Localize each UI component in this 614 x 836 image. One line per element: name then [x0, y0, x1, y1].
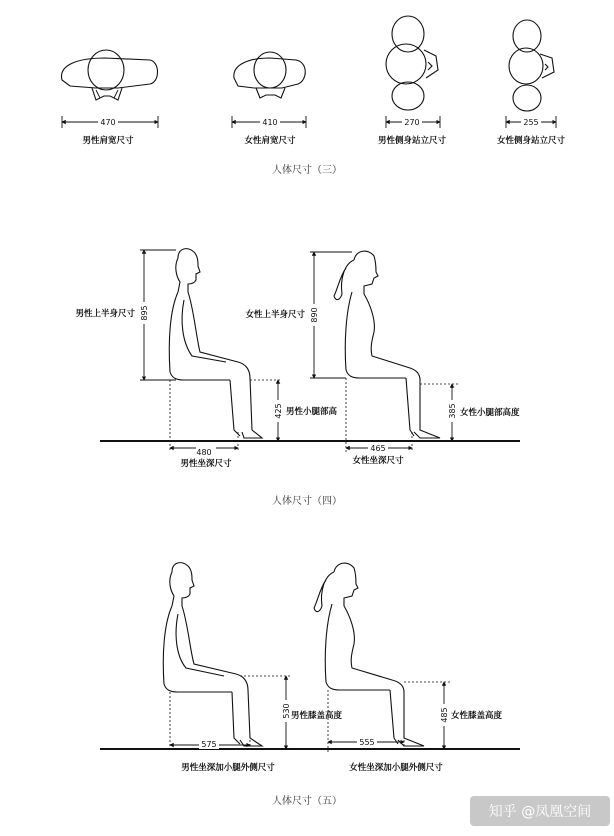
male-leg-label: 男性小腿部高: [286, 407, 338, 417]
caption-section4: 人体尺寸（四）: [272, 496, 342, 507]
female-depth-label: 女性坐深尺寸: [352, 456, 404, 466]
male-knee-value: 530: [282, 703, 291, 719]
male-side-value: 270: [404, 118, 420, 127]
male-seated-figure-s4: [169, 249, 262, 438]
female-knee-label: 女性膝盖高度: [451, 711, 503, 721]
female-leg-value: 385: [448, 403, 457, 419]
male-shoulder-value: 470: [100, 118, 116, 127]
male-shoulder-topview: [62, 50, 158, 100]
male-side-label: 男性侧身站立尺寸: [377, 136, 447, 146]
female-shoulder-topview: [234, 52, 305, 98]
female-upper-value: 890: [310, 307, 319, 323]
dim-lines-s3: [62, 116, 556, 128]
female-leg-label: 女性小腿部高度: [460, 408, 520, 418]
female-knee-value: 485: [440, 707, 449, 723]
female-depth-value: 465: [370, 444, 386, 453]
male-depth-value: 480: [196, 448, 212, 457]
male-depth-label: 男性坐深尺寸: [180, 459, 232, 469]
female-side-label: 女性侧身站立尺寸: [496, 136, 566, 146]
dim-lines-s5-male: [170, 676, 292, 752]
male-upper-value: 895: [140, 305, 149, 321]
male-outer-value: 575: [201, 740, 217, 749]
female-shoulder-value: 410: [262, 118, 278, 127]
male-knee-label: 男性膝盖高度: [291, 711, 343, 721]
male-side-topview: [386, 16, 438, 110]
caption-section5: 人体尺寸（五）: [272, 796, 342, 807]
male-leg-value: 425: [274, 403, 283, 419]
dim-lines-s4-male: [140, 250, 282, 452]
female-outer-value: 555: [359, 738, 375, 747]
female-side-value: 255: [523, 118, 539, 127]
dim-lines-s4-female: [310, 252, 458, 452]
caption-section3: 人体尺寸（三）: [272, 165, 342, 176]
female-side-topview: [509, 20, 554, 111]
male-seated-figure-s5: [163, 563, 262, 746]
male-upper-label: 男性上半身尺寸: [75, 309, 135, 319]
female-shoulder-label: 女性肩宽尺寸: [244, 136, 296, 146]
male-shoulder-label: 男性肩宽尺寸: [82, 136, 134, 146]
male-outer-label: 男性坐深加小腿外侧尺寸: [181, 763, 275, 773]
dim-lines-s5-female: [328, 682, 450, 752]
female-upper-label: 女性上半身尺寸: [245, 310, 305, 320]
female-seated-figure-s4: [334, 251, 440, 438]
watermark-text: 知乎 @凤凰空间: [488, 804, 592, 820]
female-outer-label: 女性坐深加小腿外侧尺寸: [349, 763, 443, 773]
